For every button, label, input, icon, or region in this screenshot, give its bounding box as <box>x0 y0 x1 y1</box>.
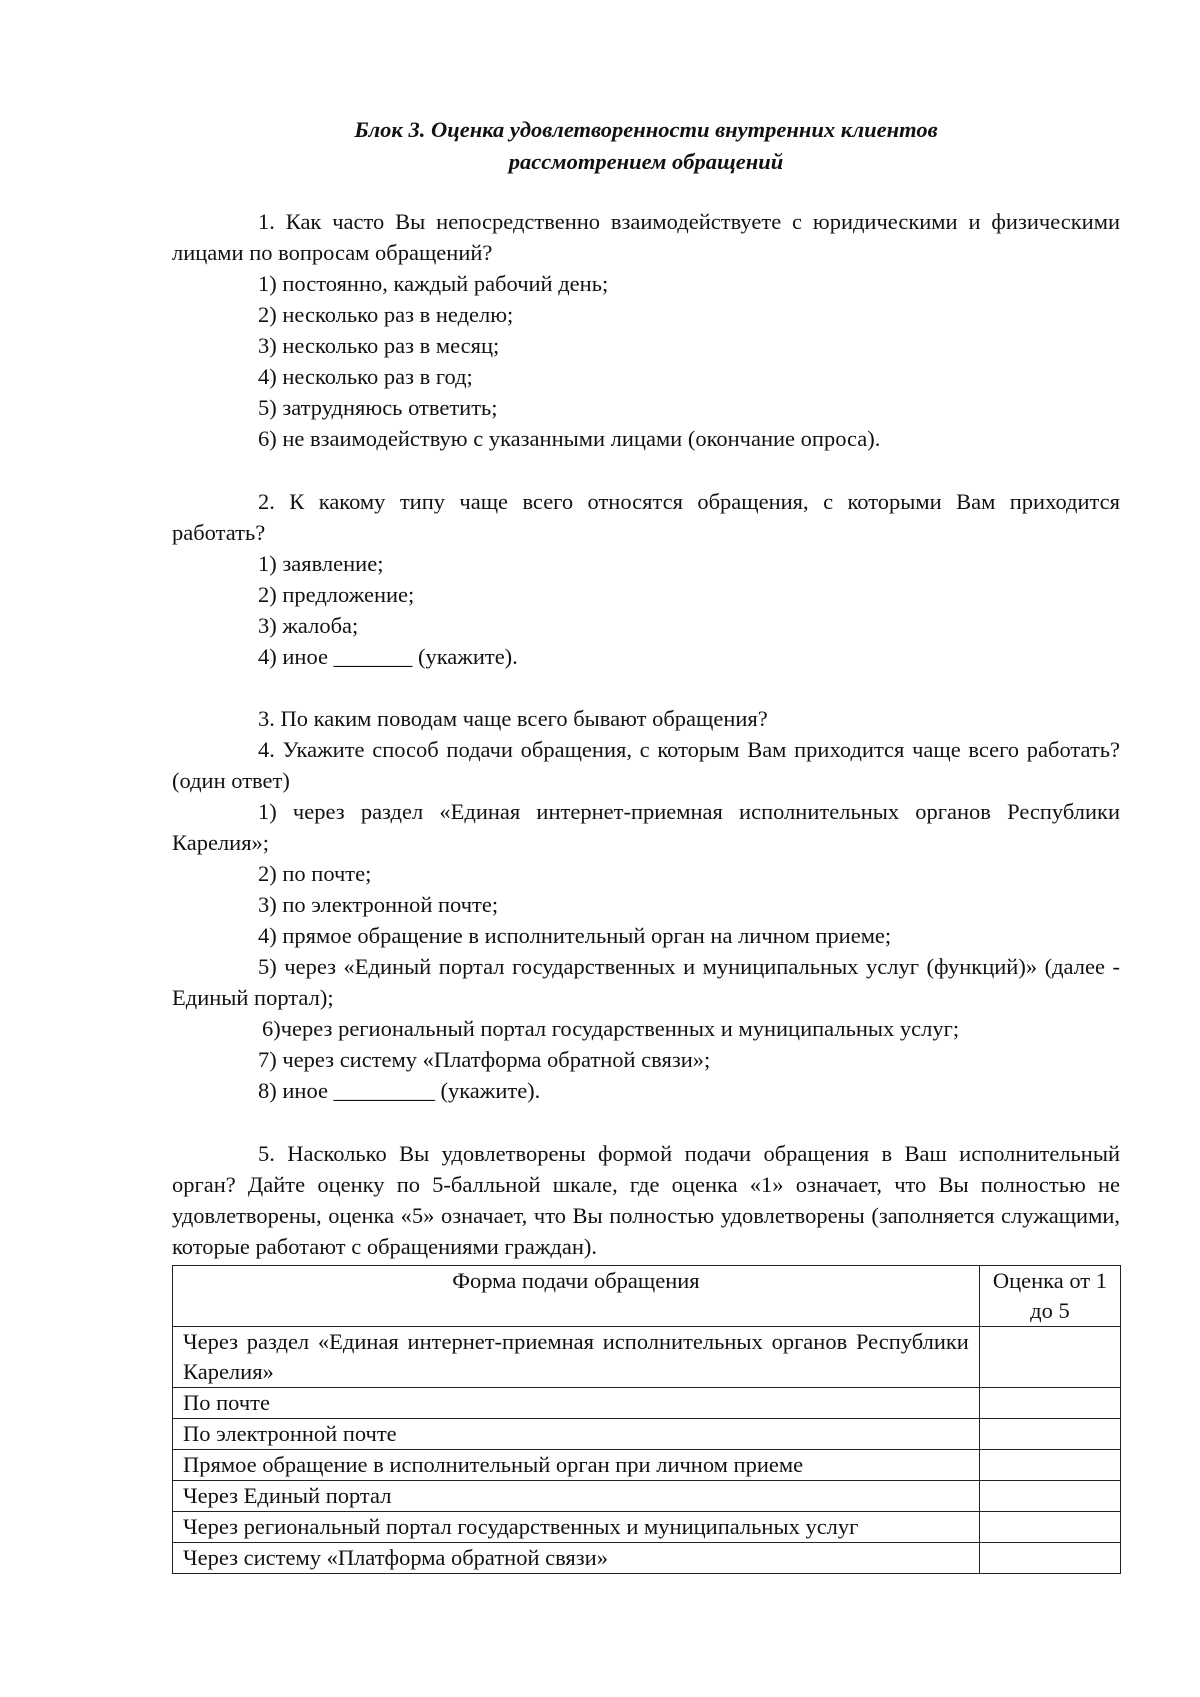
submission-form-cell: Прямое обращение в исполнительный орган при личном приеме <box>173 1450 980 1481</box>
q2-option-4: 4) иное _______ (укажите). <box>258 644 518 669</box>
table-row <box>173 1419 1121 1450</box>
q4-option-8: 8) иное _________ (укажите). <box>258 1078 541 1103</box>
block-title-line-2: рассмотрением обращений <box>508 149 784 174</box>
q4-option-6: 6)через региональный портал государственных и муниципальных услуг; <box>262 1016 960 1041</box>
question-5: 5. Насколько Вы удовлетворены формой подачи обращения в Ваш исполнительный орган? Дайте оценку по 5-балльной шкале, где оценка «1» означает, что Вы полностью не удовлетворены, оценка «5» означает, что Вы полностью удовлетворены (заполняется служащими, которые работают с обращениями граждан). <box>172 1141 1120 1259</box>
submission-form-cell: Через Единый портал <box>173 1481 980 1512</box>
rating-cell[interactable] <box>979 1512 1120 1543</box>
table-row <box>173 1481 1121 1512</box>
rating-cell[interactable] <box>979 1419 1120 1450</box>
q1-option-2: 2) несколько раз в неделю; <box>258 302 514 327</box>
question-3: 3. По каким поводам чаще всего бывают обращения? <box>258 706 768 731</box>
header-submission-form: Форма подачи обращения <box>173 1266 980 1327</box>
q1-option-3: 3) несколько раз в месяц; <box>258 333 500 358</box>
submission-form-cell: Через систему «Платформа обратной связи» <box>173 1543 980 1574</box>
rating-table <box>172 1265 1121 1574</box>
rating-cell[interactable] <box>979 1327 1120 1388</box>
question-4: 4. Укажите способ подачи обращения, с которым Вам приходится чаще всего работать? (один ответ) <box>172 737 1120 793</box>
submission-form-cell: По электронной почте <box>173 1419 980 1450</box>
submission-form-cell: Через раздел «Единая интернет-приемная исполнительных органов Республики Карелия» <box>173 1327 980 1388</box>
q4-option-2: 2) по почте; <box>258 861 372 886</box>
q4-option-3: 3) по электронной почте; <box>258 892 499 917</box>
q4-option-5: 5) через «Единый портал государственных и муниципальных услуг (функций)» (далее - Единый портал); <box>172 954 1120 1010</box>
q2-option-1: 1) заявление; <box>258 551 384 576</box>
block-title-line-1: Блок 3. Оценка удовлетворенности внутренних клиентов <box>354 117 938 142</box>
table-row <box>173 1327 1121 1388</box>
table-row <box>173 1512 1121 1543</box>
question-2: 2. К какому типу чаще всего относятся обращения, с которыми Вам приходится работать? <box>172 489 1120 545</box>
submission-form-cell: Через региональный портал государственных и муниципальных услуг <box>173 1512 980 1543</box>
rating-cell[interactable] <box>979 1543 1120 1574</box>
rating-cell[interactable] <box>979 1388 1120 1419</box>
q4-option-7: 7) через систему «Платформа обратной связи»; <box>258 1047 711 1072</box>
submission-form-cell: По почте <box>173 1388 980 1419</box>
q1-option-5: 5) затрудняюсь ответить; <box>258 395 498 420</box>
header-rating: Оценка от 1 до 5 <box>979 1266 1120 1327</box>
rating-cell[interactable] <box>979 1481 1120 1512</box>
table-row <box>173 1450 1121 1481</box>
q1-option-4: 4) несколько раз в год; <box>258 364 473 389</box>
q4-option-1: 1) через раздел «Единая интернет-приемная исполнительных органов Республики Карелия»; <box>172 799 1120 855</box>
rating-cell[interactable] <box>979 1450 1120 1481</box>
table-row <box>173 1388 1121 1419</box>
q2-option-3: 3) жалоба; <box>258 613 359 638</box>
table-row <box>173 1543 1121 1574</box>
table-header-row <box>173 1266 1121 1327</box>
question-1: 1. Как часто Вы непосредственно взаимодействуете с юридическими и физическими лицами по вопросам обращений? <box>172 209 1120 265</box>
q1-option-1: 1) постоянно, каждый рабочий день; <box>258 271 609 296</box>
q1-option-6: 6) не взаимодействую с указанными лицами (окончание опроса). <box>258 426 881 451</box>
q4-option-4: 4) прямое обращение в исполнительный орган на личном приеме; <box>258 923 892 948</box>
q2-option-2: 2) предложение; <box>258 582 415 607</box>
